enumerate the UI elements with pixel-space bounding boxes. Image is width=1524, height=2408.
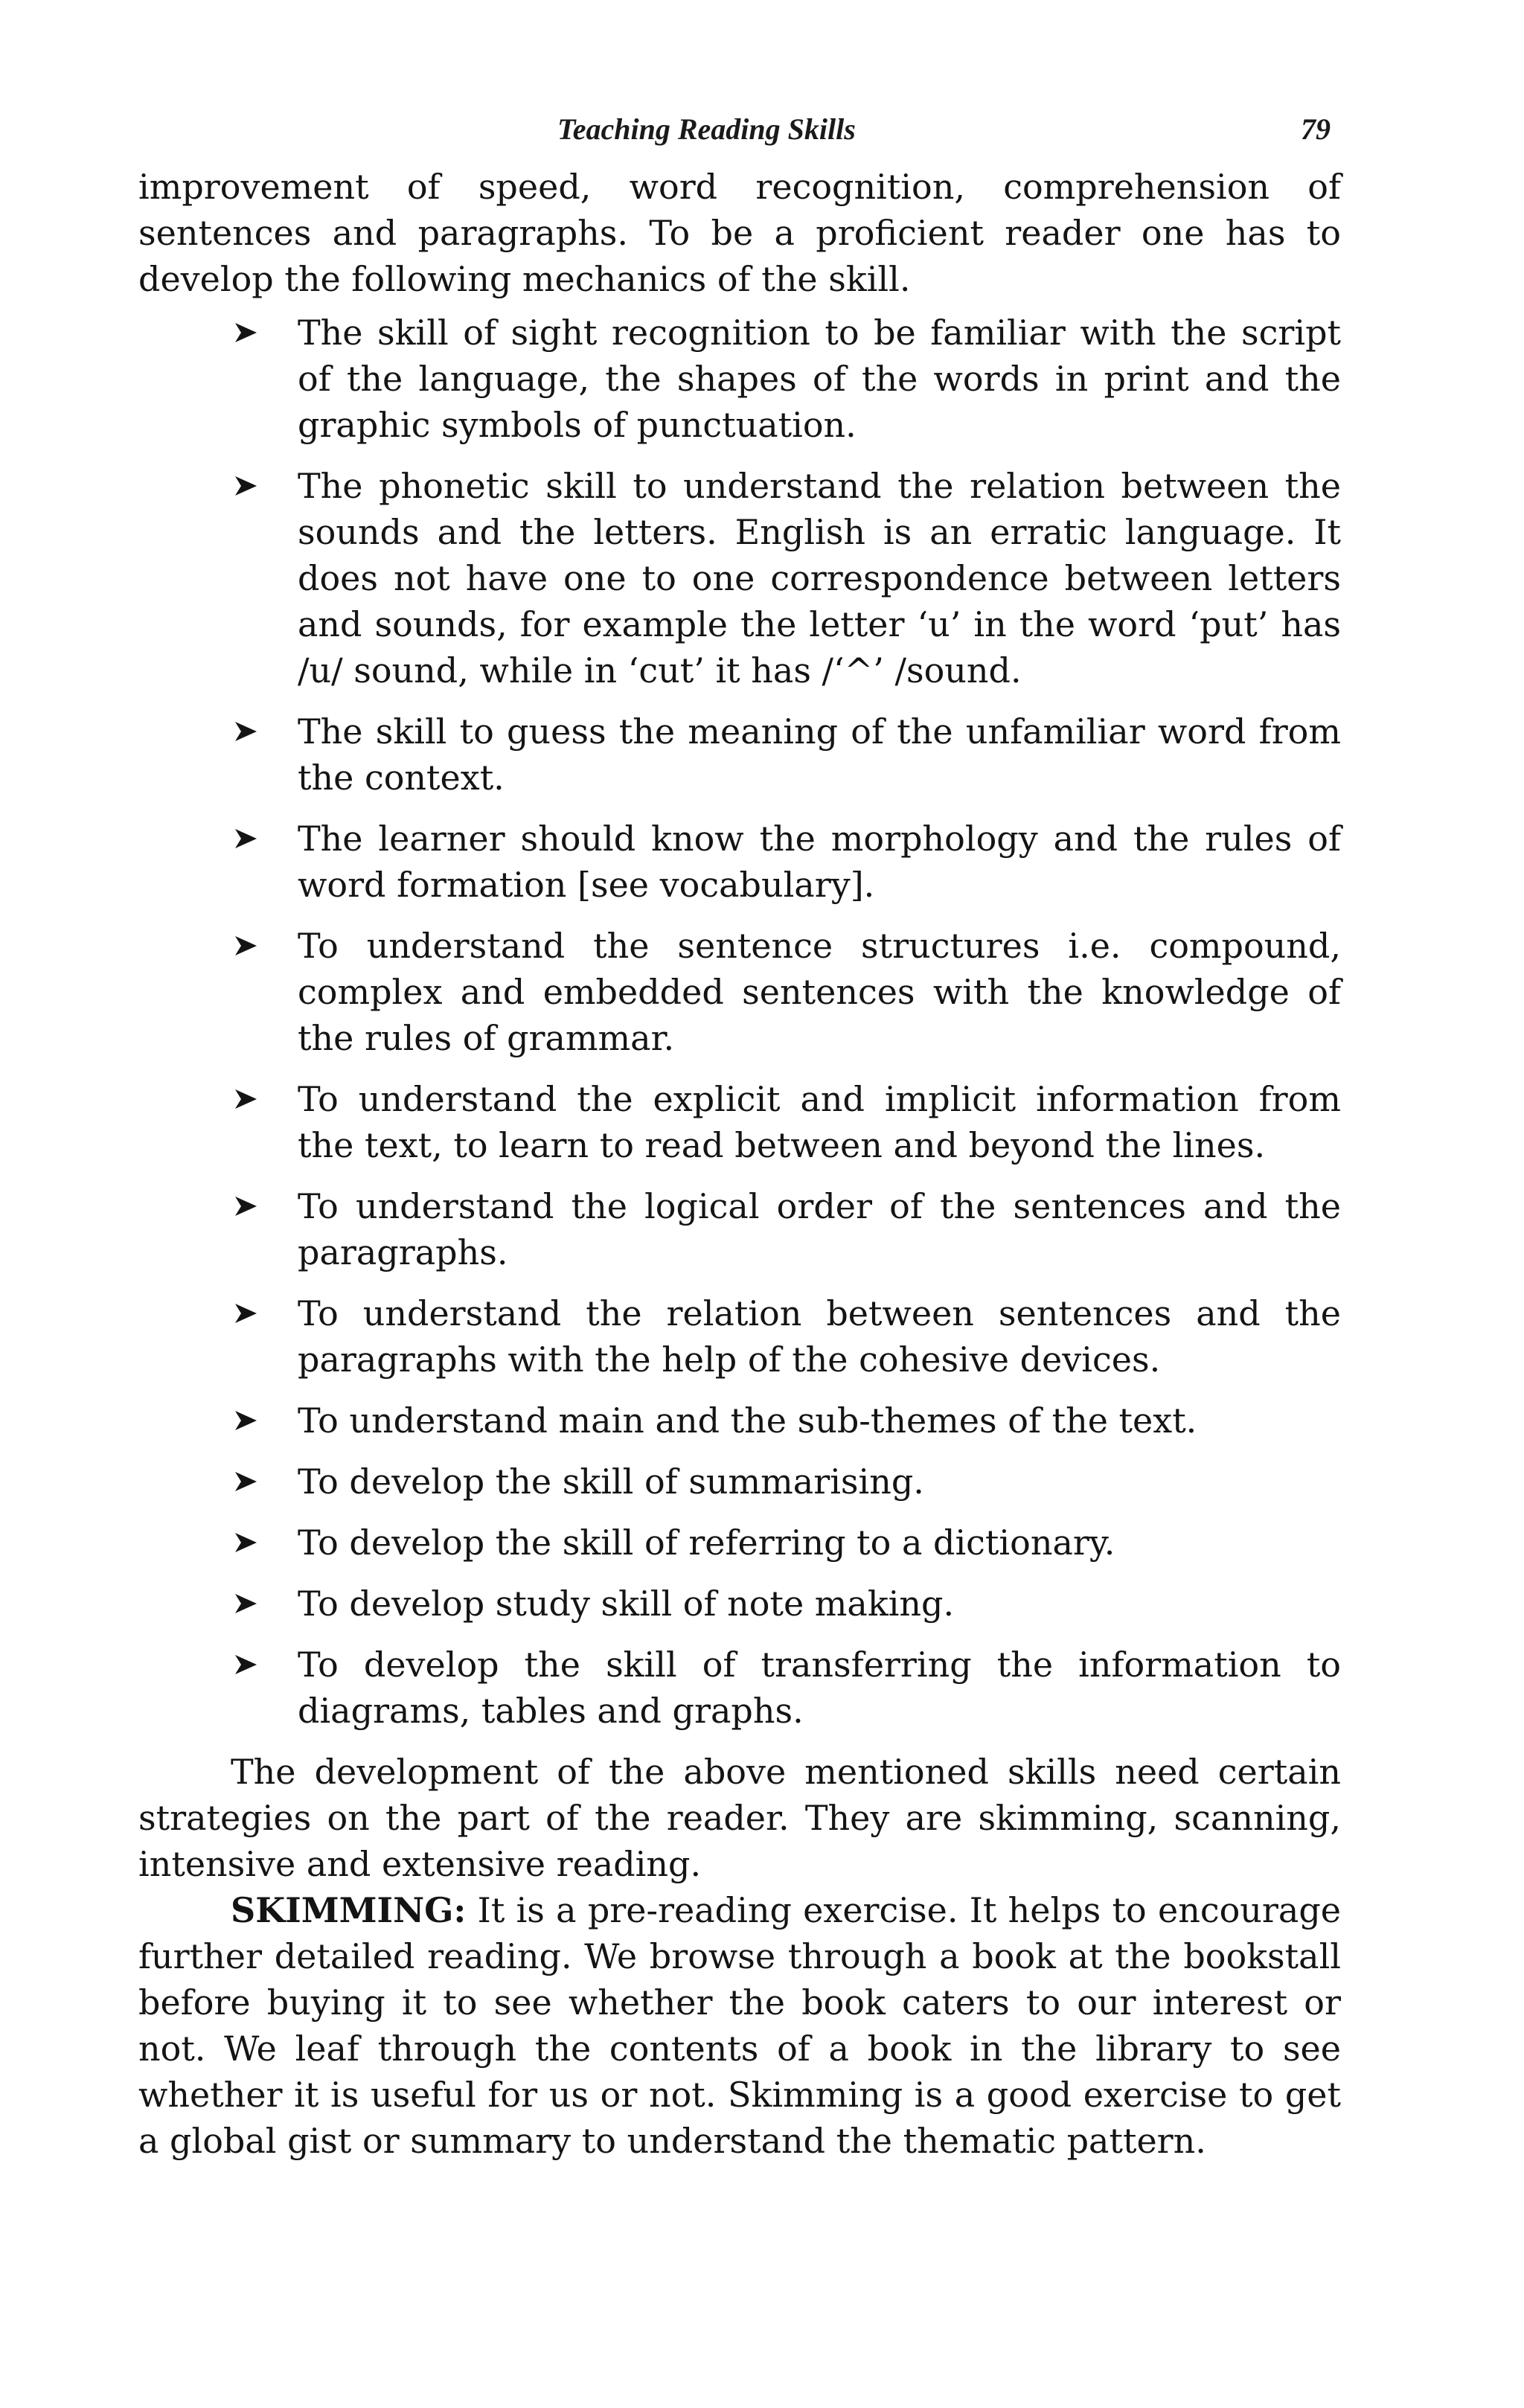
list-item-text: To understand main and the sub-themes of the text. [298,1400,1197,1441]
intro-paragraph: improvement of speed, word recognition, comprehension of sentences and paragraphs. To be a proficient reader one has to develop the following mechanics of the skill. [138,167,1341,299]
arrowhead-bullet-icon [234,1642,263,1688]
development-paragraph: The development of the above mentioned skills need certain strategies on the part of the reader. They are skimming, scanning, intensive and extensive reading. [138,1752,1341,1884]
skimming-heading: SKIMMING: [231,1890,467,1930]
arrowhead-bullet-icon [234,1183,263,1229]
arrowhead-bullet-icon [234,1076,263,1122]
list-item-text: To understand the explicit and implicit information from the text, to learn to read between and beyond the lines. [298,1079,1341,1165]
body-text [138,164,1341,2164]
list-item [138,708,1341,801]
list-item-text: To develop the skill of summarising. [298,1461,924,1502]
list-item-text: To develop the skill of transferring the information to diagrams, tables and graphs. [298,1645,1341,1731]
page-number: 79 [1301,112,1331,146]
list-item-text: The learner should know the morphology and the rules of word formation [see vocabulary]. [298,819,1341,905]
list-item-text: The skill to guess the meaning of the unfamiliar word from the context. [298,711,1341,798]
list-item-text: The skill of sight recognition to be familiar with the script of the language, the shapes of the words in print and the graphic symbols of punctuation. [298,313,1341,445]
list-item [138,1458,1341,1505]
arrowhead-bullet-icon [234,1290,263,1336]
arrowhead-bullet-icon [234,923,263,969]
list-item [138,1397,1341,1444]
skimming-paragraph [138,1887,1341,2164]
arrowhead-bullet-icon [234,310,263,356]
list-item [138,1581,1341,1627]
arrowhead-bullet-icon [234,463,263,509]
list-item-text: To understand the relation between sentences and the paragraphs with the help of the cohesive devices. [298,1293,1341,1380]
list-item [138,463,1341,694]
list-item [138,1642,1341,1734]
running-head [138,112,1341,164]
skill-mechanics-list [138,310,1341,1734]
list-item [138,310,1341,448]
list-item [138,1290,1341,1383]
arrowhead-bullet-icon [234,1520,263,1566]
list-item-text: The phonetic skill to understand the relation between the sounds and the letters. English is an erratic language. It does not have one to one correspondence between letters and sounds, for example the letter ‘u’ in the word ‘put’ has /u/ sound, while in ‘cut’ it has /‘^’ /sound. [298,466,1341,691]
arrowhead-bullet-icon [234,816,263,862]
list-item [138,1076,1341,1168]
arrowhead-bullet-icon [234,708,263,755]
list-item-text: To understand the logical order of the sentences and the paragraphs. [298,1186,1341,1272]
arrowhead-bullet-icon [234,1397,263,1444]
list-item [138,1520,1341,1566]
arrowhead-bullet-icon [234,1581,263,1627]
arrowhead-bullet-icon [234,1458,263,1505]
running-title: Teaching Reading Skills [557,112,856,146]
list-item-text: To develop the skill of referring to a dictionary. [298,1522,1115,1563]
skimming-text: It is a pre-reading exercise. It helps to encourage further detailed reading. We browse through a book at the bookstall before buying it to see whether the book caters to our interest or not. We leaf through the contents of a book in the library to see whether it is useful for us or not. Skimming is a good exercise to get a global gist or summary to understand the thematic pattern. [138,1890,1341,2161]
list-item-text: To develop study skill of note making. [298,1584,955,1624]
book-page [138,112,1341,2164]
list-item [138,816,1341,908]
list-item [138,923,1341,1061]
list-item [138,1183,1341,1275]
list-item-text: To understand the sentence structures i.e. compound, complex and embedded sentences with the knowledge of the rules of grammar. [298,926,1341,1058]
